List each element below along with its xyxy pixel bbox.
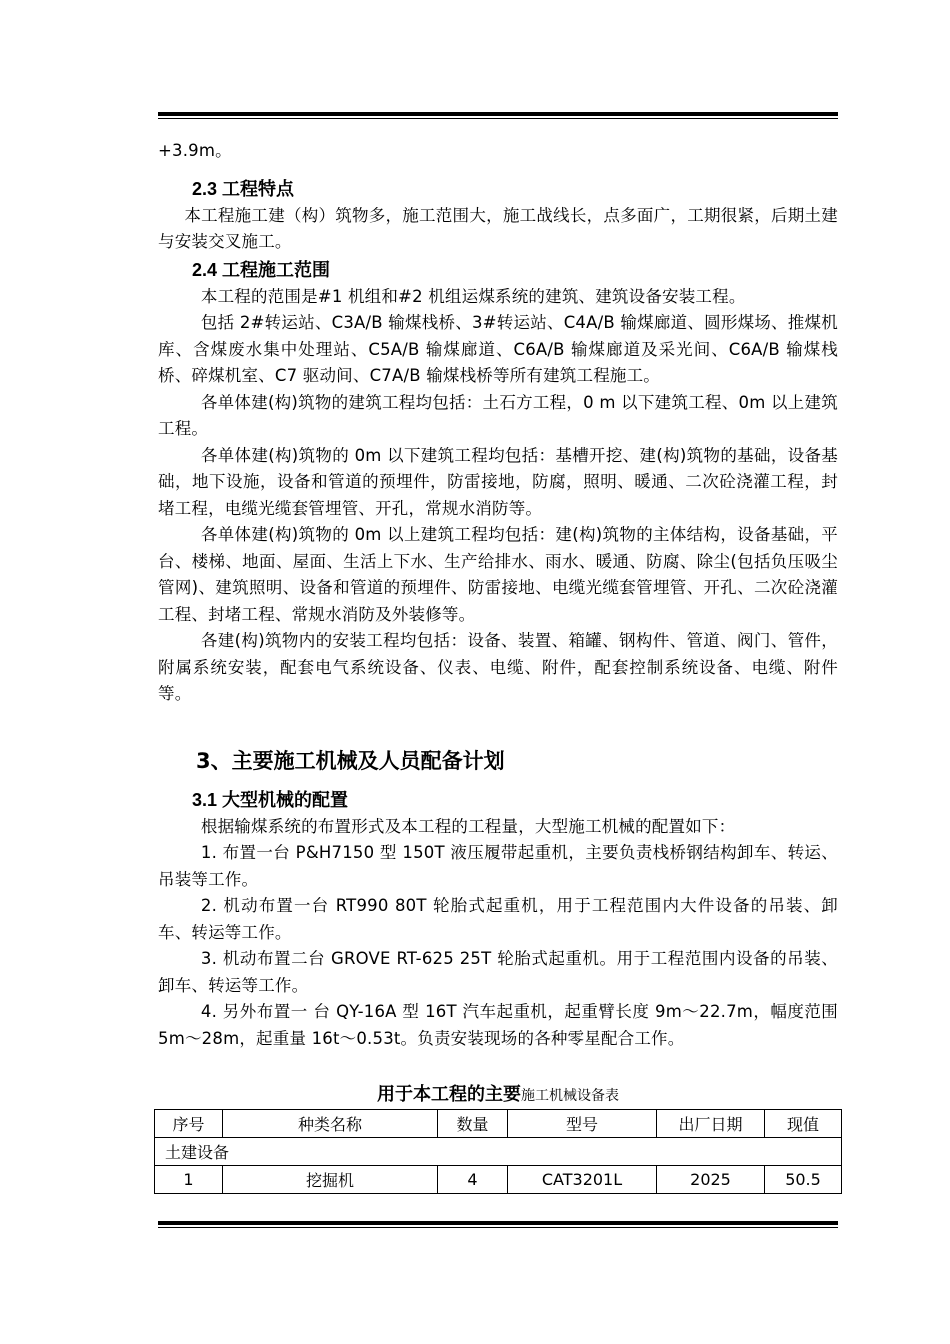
table-cell: 4 bbox=[438, 1166, 508, 1194]
header-rule bbox=[158, 112, 838, 119]
header-cell: 现值 bbox=[765, 1110, 842, 1138]
section-2-3-heading: 2.3 工程特点 bbox=[192, 178, 295, 199]
continued-text: +3.9m。 bbox=[158, 141, 232, 160]
table-cell: 挖掘机 bbox=[223, 1166, 438, 1194]
section-2-3-body: 本工程施工建（构）筑物多，施工范围大，施工战线长，点多面广，工期很紧，后期土建与安装交叉施工。 bbox=[158, 205, 838, 251]
header-cell: 种类名称 bbox=[223, 1110, 438, 1138]
header-cell: 型号 bbox=[508, 1110, 657, 1138]
footer-rule bbox=[158, 1221, 838, 1228]
paragraph: 本工程的范围是#1 机组和#2 机组运煤系统的建筑、建筑设备安装工程。 bbox=[200, 286, 746, 306]
table-header-row bbox=[155, 1110, 842, 1138]
table-cell: CAT3201L bbox=[508, 1166, 657, 1194]
header-cell: 数量 bbox=[438, 1110, 508, 1138]
table-cell: 2025 bbox=[657, 1166, 765, 1194]
group-label: 土建设备 bbox=[155, 1138, 842, 1166]
paragraph: 2. 机动布置一台 RT990 80T 轮胎式起重机，用于工程范围内大件设备的吊装、卸车、转运等工作。 bbox=[158, 896, 838, 942]
paragraph: 根据输煤系统的布置形式及本工程的工程量，大型施工机械的配置如下： bbox=[200, 816, 736, 836]
equipment-table bbox=[154, 1109, 842, 1194]
paragraph: 各单体建(构)筑物的 0m 以下建筑工程均包括：基槽开挖、建(构)筑物的基础，设备基础，地下设施，设备和管道的预埋件，防雷接地，防腐，照明、暖通、二次砼浇灌工程，封堵工程，电缆光缆套管埋管、开孔，常规水消防等。 bbox=[158, 445, 838, 518]
paragraph: 4. 另外布置一 台 QY-16A 型 16T 汽车起重机，起重臂长度 9m～22.7m，幅度范围 5m～28m，起重量 16t～0.53t。负责安装现场的各种零星配合工作。 bbox=[158, 1002, 838, 1048]
section-3-1-heading: 3.1 大型机械的配置 bbox=[192, 789, 349, 810]
header-cell: 序号 bbox=[155, 1110, 223, 1138]
header-cell: 出厂日期 bbox=[657, 1110, 765, 1138]
table-caption-bold: 用于本工程的主要 bbox=[377, 1084, 521, 1105]
table-cell: 1 bbox=[155, 1166, 223, 1194]
table-caption bbox=[154, 1081, 842, 1110]
paragraph: 包括 2#转运站、C3A/B 输煤栈桥、3#转运站、C4A/B 输煤廊道、圆形煤场、推煤机库、含煤废水集中处理站、C5A/B 输煤廊道、C6A/B 输煤廊道及采光间、C6A/B 输煤栈桥、碎煤机室、C7 驱动间、C7A/B 输煤栈桥等所有建筑工程施工。 bbox=[158, 313, 838, 385]
paragraph: 各建(构)筑物内的安装工程均包括：设备、装置、箱罐、钢构件、管道、阀门、管件，附属系统安装，配套电气系统设备、仪表、电缆、附件，配套控制系统设备、电缆、附件等。 bbox=[158, 631, 838, 703]
section-2-4-heading: 2.4 工程施工范围 bbox=[192, 259, 331, 280]
paragraph: 3. 机动布置二台 GROVE RT-625 25T 轮胎式起重机。用于工程范围内设备的吊装、卸车、转运等工作。 bbox=[158, 949, 838, 995]
paragraph: 1. 布置一台 P&H7150 型 150T 液压履带起重机，主要负责栈桥钢结构卸车、转运、吊装等工作。 bbox=[158, 843, 838, 889]
table-group-row bbox=[155, 1138, 842, 1166]
table-cell: 50.5 bbox=[765, 1166, 842, 1194]
table-caption-small: 施工机械设备表 bbox=[521, 1088, 619, 1104]
document-body bbox=[158, 138, 838, 1052]
paragraph: 各单体建(构)筑物的建筑工程均包括：土石方工程，0 m 以下建筑工程、0m 以上建筑工程。 bbox=[158, 392, 838, 438]
paragraph: 各单体建(构)筑物的 0m 以上建筑工程均包括：建(构)筑物的主体结构，设备基础，平台、楼梯、地面、屋面、生活上下水、生产给排水、雨水、暖通、防腐、除尘(包括负压吸尘管网)、建筑照明、设备和管道的预埋件、防雷接地、电缆光缆套管埋管、开孔、二次砼浇灌工程、封堵工程、常规水消防及外装修等。 bbox=[158, 525, 838, 624]
table-row bbox=[155, 1166, 842, 1194]
section-3-heading: 3、主要施工机械及人员配备计划 bbox=[196, 748, 505, 773]
